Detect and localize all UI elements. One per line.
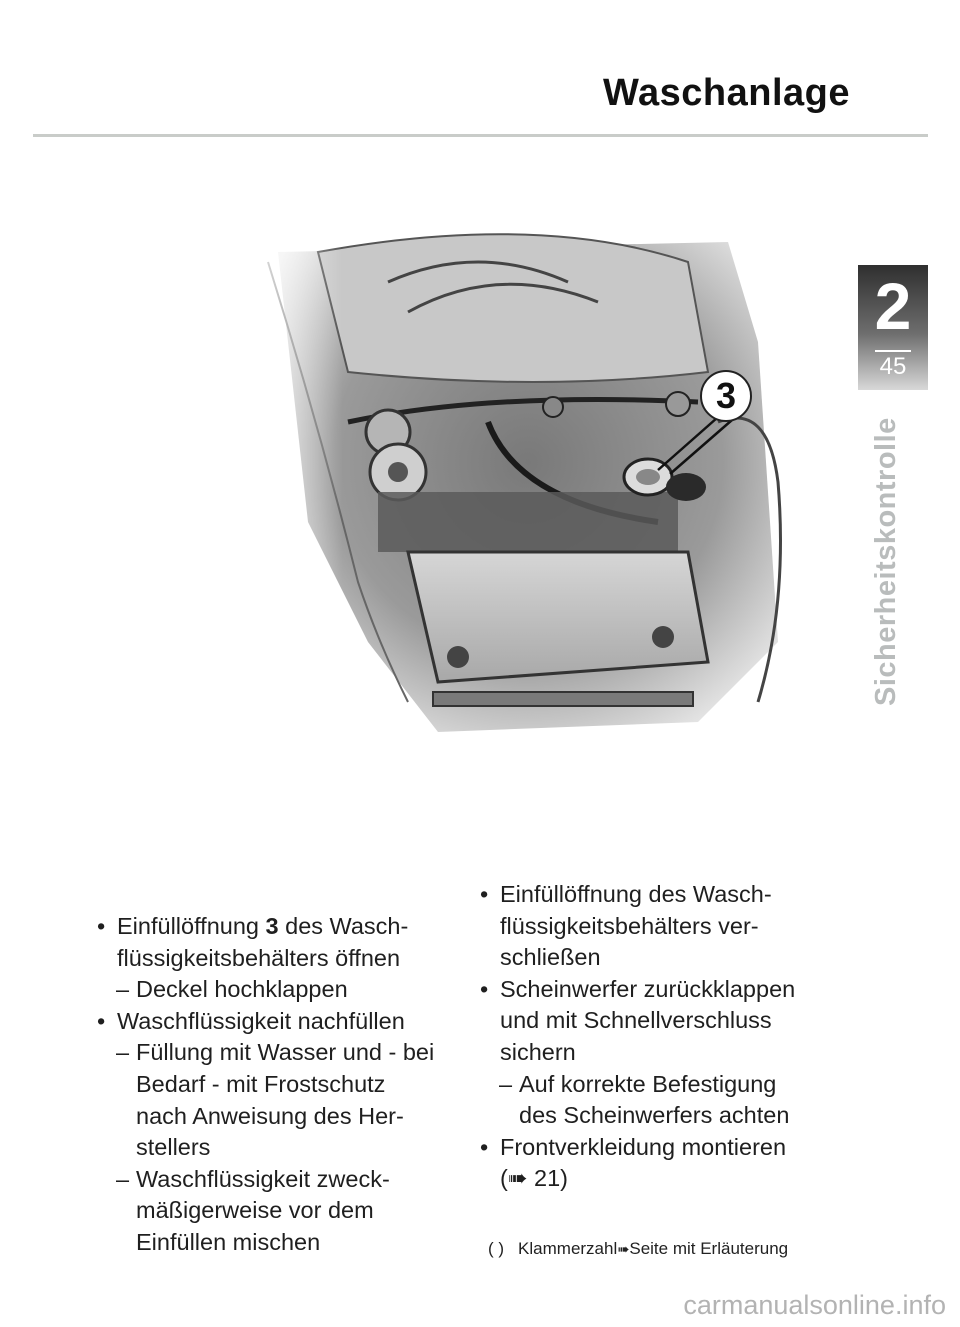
list-item: – Füllung mit Wasser und - bei Bedarf - mit Frostschutz nach Anweisung des Her- stellers [116, 1039, 435, 1161]
legend-footnote: ( ) Klammerzahl➠Seite mit Erläuterung [488, 1239, 789, 1258]
callout-ref: 3 [265, 913, 279, 939]
list-item: • Einfüllöffnung des Wasch- flüssigkeitsbehälters ver- schließen [480, 881, 772, 971]
left-column [97, 911, 472, 1259]
bullet-marker: • [97, 1007, 106, 1034]
chapter-tab [858, 265, 928, 390]
right-column [480, 879, 850, 1195]
list-item: – Waschflüssigkeit zweck- mäßigerweise vor dem Einfüllen mischen [116, 1165, 390, 1255]
list-item: • Einfüllöffnung 3 des Wasch- flüssigkeitsbehälters öffnen [97, 913, 409, 971]
dash-marker: – [499, 1070, 513, 1097]
dash-marker: – [116, 976, 130, 1003]
section-label: Sicherheitskontrolle [870, 417, 902, 706]
arrow-right-icon: ➠ [617, 1242, 630, 1258]
watermark: carmanualsonline.info [683, 1290, 946, 1320]
dash-marker: – [116, 1165, 130, 1192]
list-item: • Waschflüssigkeit nachfüllen [97, 1006, 472, 1038]
bullet-marker: • [480, 1133, 489, 1160]
bullet-marker: • [480, 881, 489, 907]
callout-3: 3 [700, 370, 752, 422]
list-item: • Frontverkleidung montieren (➠ 21) [480, 1133, 787, 1192]
chapter-number: 2 [874, 269, 912, 343]
chapter-divider [875, 350, 911, 352]
dash-marker: – [116, 1039, 130, 1066]
page-reference: (➠ 21) [500, 1165, 569, 1192]
page-title: Waschanlage [603, 72, 850, 114]
list-item: – Auf korrekte Befestigung des Scheinwerfers achten [499, 1070, 790, 1129]
washer-reservoir-photo [238, 222, 818, 742]
bullet-marker: • [480, 975, 489, 1002]
list-item: – Deckel hochklappen [97, 974, 472, 1006]
bullet-marker: • [97, 913, 106, 939]
list-item: • Scheinwerfer zurückklappen und mit Schnellverschluss sichern [480, 975, 796, 1065]
header-rule [33, 134, 928, 137]
paren-symbol: ( ) [488, 1239, 505, 1258]
page-number: 45 [879, 353, 907, 380]
